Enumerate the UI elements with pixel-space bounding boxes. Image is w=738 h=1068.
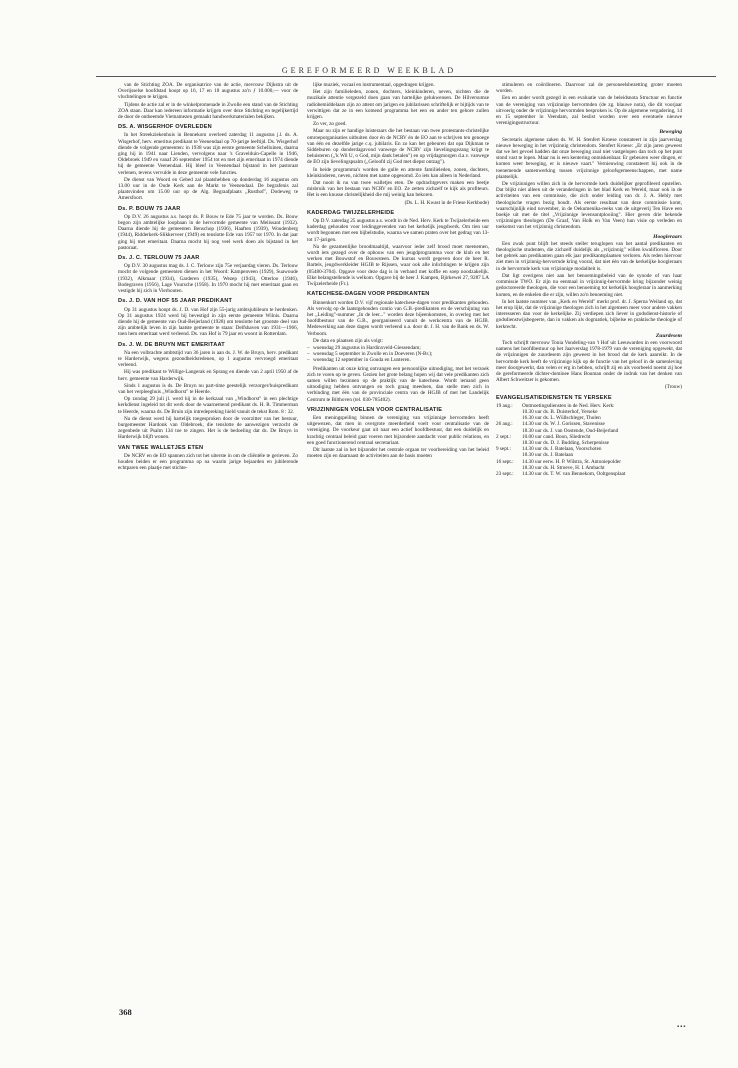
paragraph: De dienst van Woord en Gebed zal plaatshebben op donderdag 16 augustus om 13.00 uur in de Oude Kerk aan de Markt te Veenendaal. De begrafenis zal plaatsvinden om 15.00 uur op de Alg. Begraafplaats „Rusthof", Dodeweg te Amersfoort. — [118, 176, 298, 202]
schedule-date: 19 aug.: — [496, 402, 513, 409]
schedule-date: 26 aug.: — [496, 421, 513, 428]
paragraph: In beide programma's worden de gulle en attente familieleden, zonen, dochters, kleinkinderen, neven, nichten met name opgesomd. Zo iets kan alleen in Nederland. — [307, 166, 489, 179]
section-body-katechese — [307, 300, 489, 344]
paragraph: Dat ligt overigens niet aan het benoemingsbeleid van de synode of van haar commissie TWO. Er zijn nu eenmaal in vrijzinnig-hervormde kring bijzonder weinig gedoctoreerde theologen, die voor een benoeming tot kerkelijk hoogleraar in aanmerking komen, en de enkelen die er zijn, willen zo'n benoeming niet. — [496, 272, 682, 298]
subhead-beweging: Beweging — [659, 129, 682, 136]
schedule-text: 14.30 uur ds. W. J. Gorissen, Stavenisse — [522, 421, 605, 428]
paragraph: Op D.V. 30 augustus mag ds. J. C. Terlouw zijn 75e verjaardag vieren. Ds. Terlouw mocht de volgende gemeenten dienen in het Woord: Kampenveen (1929), Suawoude (1932), Alkmaar (1934), Garderen (1935), Wezep (1943), Otterloo (1946), Bodegraven (1956), Lage Vuursche (1958). In 1970 mocht hij met emeritaat gaan en vestigde hij zich in Vierhouten. — [118, 263, 298, 295]
section-title-van-hof: Ds. J. D. VAN HOF 55 JAAR PREDIKANT — [118, 298, 233, 305]
paragraph: Een meningspeiling binnen de vereniging van vrijzinnige hervormden heeft uitgewezen, dat men in overgrote meerderheid voelt voor centralisatie van de vereniging. De voorkeur gaat uit naar een actief hoofdbestuur, dat een duidelijk en krachtig centraal beleid gaat voeren met bijzondere aandacht voor public relations, en een goed functionerend centraal secretariaat. — [307, 414, 489, 446]
header-rule — [96, 76, 716, 77]
section-body-de-bruyn — [118, 350, 298, 441]
paragraph: van de Stichting ZOA. De organisatrice van de actie, mevrouw Dijkstra uit de Overijsselse hoofdstad hoopt op 16, 17 en 18 augustus zo'n ƒ 10.000,— voor de vluchtelingen te krijgen. — [118, 82, 298, 101]
list-item: – woensdag 29 augustus in Hardinxveld-Giessendam; — [307, 345, 489, 351]
section-title-wisgerhof: DS. A. WISGERHOF OVERLEDEN — [118, 124, 212, 131]
schedule-text: Ontmoetingsdiensten in de Ned. Herv. Kerk: — [522, 402, 615, 409]
paragraph: Sinds 1 augustus is ds. De Bruyn nu part-time geestelijk verzorger/huispredikant van het verpleeghuis „Windhorst" te Heerde. — [118, 382, 298, 395]
paragraph: Dat nooit ik nu van twee walletjes eten. De opdrachtgevers maken een beetje misbruik van het bestaan van NCRV en EO. Ze zetten zichzelf te kijk als profiteurs. Het is een knusse christelijkheid die mij weinig kan bekoren. — [307, 180, 489, 199]
paragraph: Na een volbrachte ambtstijd van 36 jaren is aan ds. J. W. de Bruyn, herv. predikant te Harderwijk, wegens gezondheidsredenen, op 1 augustus vervroegd emeritaat verleend. — [118, 349, 298, 369]
list-item: – woensdag 5 september in Zwolle en in Doeveren (N-Br.); — [307, 351, 489, 357]
schedule-date: 9 sept.: — [496, 446, 511, 453]
section-body-terlouw — [118, 263, 298, 294]
paragraph: Tijdens de actie zal er in de winkelpromenade in Zwolle een stand van de Stichting ZOA staan. Daar kan iedereen informatie krijgen over deze Stichting en tegelijkertijd de door de ontheemde Vietnamezen gemaakt handwerkmaterialen bekijken. — [118, 101, 298, 121]
walletjes-continued — [307, 82, 489, 199]
section-title-vrijzinnigen: VRIJZINNIGEN VOELEN VOOR CENTRALISATIE — [307, 406, 443, 413]
section-title-kaderdag: KADERDAG TWIJZELERHEIDE — [307, 209, 395, 216]
section-body-bouw — [118, 214, 298, 251]
page-number: 368 — [119, 1007, 132, 1017]
paragraph: Het zijn familieleden, zonen, dochters, kleinkinderen, neven, nichten die de muzikale attentie vergezeld doen gaan van hartelijke gelukwensen. De Hilversumse radiobemiddelaars zijn zo attent om jarigen en jubilarissen schriftelijk er bijtijds van te verwittigen dat ze in een komend programma het een en ander ten gehore zullen krijgen. — [307, 89, 489, 121]
paragraph: Secretaris algemene zaken ds. W. H. Stenfert Kroese constateert in zijn jaarverslag nieuwe beweging in het vrijzinnig christendom. Stenfert Kroese: „Er zijn jaren geweest dat we het gevoel hadden dat onze beweging zoal niet vastgelopen dan toch op het punt stond vast te lopen. Maar nu is een kentering onmiskenbaar. Er gebeuren weer dingen, er komen weer beweging, er is nieuwe vaart." Vernieuwing constateert hij ook in de toenemende samenwerking tussen vrijzinnige geloofsgemeenschappen, met name plaatselijk. — [496, 136, 682, 180]
section-body-kaderdag — [307, 218, 489, 287]
katechese-dates-list — [307, 345, 489, 364]
paragraph: In het Streekziekenhuis in Bennekom overleed zaterdag 11 augustus j.l. ds. A. Wisgerhof, herv. emeritus predikant te Veenendaal op 70-jarige leeftijd. Ds. Wisgerhof diende de volgende gemeenten: in 1938 was zijn eerste gemeente Schelluinen, daarna ging hij in 1941 naar Lienden, vervolgens naar 's Gravelduin-Capelle in 1946, Oldebroek 1949 en vanaf 26 september 1954 tot en met zijn emeritaat in 1974 diende hij de gemeente Veenendaal. Hij bleef in Veenendaal bijstand in het pastoraat verlenen, tevens vervulde in deze gemeente vele functies. — [118, 132, 298, 176]
zuurdesem-source: (Trouw) — [664, 384, 682, 391]
schedule-row — [496, 471, 682, 477]
evangelisatie-schedule — [496, 403, 682, 477]
column-right — [496, 82, 682, 962]
section-title-katechese: KATECHESE-DAGEN VOOR PREDIKANTEN — [307, 291, 430, 298]
paragraph: De NCRV en de EO spannen zich tot het uiterste in om de cliëntèle te gerieven. Zo houden beiden er een programma op na waarin jarige bejaarden en jubilerende echtparen een plaatje met stichte- — [118, 452, 298, 472]
scan-marks: ▪▪▪ — [677, 1024, 687, 1030]
schedule-text: 16.30 uur ds. L. Wüllschleger, Tholen — [522, 415, 601, 422]
schedule-text: 18.30 uur ds. D. J. Budding, Scherpenisse — [522, 439, 609, 446]
section-title-walletjes: VAN TWEE WALLETJES ETEN — [118, 444, 204, 451]
paragraph: Predikanten uit onze kring ontvangen een persoonlijke uitnodiging, met het verzoek zich te voren op te geven. Gezien het grote belang hopen wij dat vele predikanten zich samen willen bezinnen op de praktijk van de katechese. Wordt iemand geen uitnodiging hebben ontvangen en toch graag meedoen, dan stelle men zich in verbinding met één van de provinciale centra van de HGJB of met het Landelijk Centrum te Bilthoven (tel. 030-785402). — [307, 365, 489, 403]
column-middle — [307, 82, 489, 962]
section-body-walletjes — [118, 453, 298, 472]
running-title: GEREFORMEERD WEEKBLAD — [281, 66, 457, 75]
paragraph: Een en ander wordt gezegd in een evaluatie van de beleidsnota Structuur en functie van de vereniging van vrijzinnige hervormden (de zg. blauwe nota), die dit voorjaar uitvoerig onder de vrijzinnige hervormden besproken is. Op de algemene vergadering, 14 en 15 september in Veendam, zal beslist worden over een eventuele nieuwe verenigingsstructuur. — [496, 95, 682, 127]
section-body-wisgerhof — [118, 132, 298, 201]
schedule-text: 18.30 uur ds. J. van Oostende, Oud-Beijerland — [522, 427, 619, 434]
section-title-de-bruyn: Ds. J. W. DE BRUYN MET EMERITAAT — [118, 341, 225, 348]
section-body-van-hof — [118, 307, 298, 338]
paragraph: In het laatste nummer van „Kerk en Wereld" merkt prof. dr. J. Sperna Weiland op, dat het erop lijkt, dat de vrijzinnige theologen zich in het algemeen meer voor andere vakken interesseren dan voor de kerkelijke. Zij verdiepen zich liever in godsdienst-historie of godsdienstwijsbegeerte, dan in vakken als dogmatiek, bijbelse en praktische theologie of kerkrecht. — [496, 298, 682, 330]
paragraph: Een zwak punt blijft het steeds steller teruglopen van het aantal predikanten en theologische studenten, die zichzelf duidelijk als „vrijzinnig" willen kwalificeren. Door het gebrek aan predikanten gaan elk jaar predikantsplaatsen verloren. Als reden hiervoor ziet men in vrijzinnig-hervormde kring vooral, dat niet één van de kerkelijke hoogleraars in de hervormde kerk van vrijzinnige modaliteit is. — [496, 240, 682, 272]
paragraph: Dit laatste zal in het bijzonder het centrale orgaan ter voorbereiding van het beleid moeten zijn en daarnaast de activiteiten aan de basis moeten — [307, 446, 489, 460]
list-item: – woensdag 12 september in Gouda en Lunteren. — [307, 357, 489, 363]
section-title-bouw: Ds. P. BOUW 75 JAAR — [118, 205, 181, 212]
body-hoogleraars — [496, 241, 682, 330]
subhead-hoogleraars: Hoogleraars — [653, 233, 682, 240]
paragraph: Na de dienst werd hij hartelijk toegesproken door de voorzitter van het bestuur, burgemeester Hardonk van Oldebroek, die tenslotte de aanwezigen verzocht de zegenbede uit Psalm 134 toe te zingen. Het is de bedoeling dat ds. De Bruyn in Harderwijk blijft wonen. — [118, 415, 298, 441]
vrijzinnigen-continued — [496, 82, 682, 126]
paragraph: Hij was predikant te Willige-Langerak en Sprang en diende van 2 april 1950 af de herv. gemeente van Harderwijk. — [118, 369, 298, 382]
schedule-date: 16 sept.: — [496, 458, 514, 465]
paragraph: Na de gezamenlijke broodmaaltijd, waarvoor ieder zelf brood moet meenemen, wordt iets gezegd over de opbouw van een jeugdprogramma voor de klub en het werken met Bouwstof en Bouwsteen. De kursus wordt gegeven door de heer R. Bartels, jeugdwerkleider HGJB te Rijssen, waar ook alle inlichtingen te krijgen zijn (05480-3704). Opgave voor deze dag is in verband met koffie en soep noodzakelijk. Elke belangstellende is welkom. Opgave bij de heer J. Kampen, Bjirkewei 27, 9287 LA Twijzelerheide (Fr.). — [307, 243, 489, 288]
walletjes-source: (Ds. L. H. Kwast in de Friese Kerkbode) — [404, 199, 489, 206]
paragraph: Maar nu zijn er handige luisteraars die het bestaan van twee protestants-christelijke omroeporganisaties uitbuiten door én de NCRV én de EO aan te schrijven ten genoege van één en dezelfde jarige c.q. jubilaris. En zo kan het gebeuren dat opa Dijkman te Siddeburen op donderdagavond vanwege de NCRV zijn lievelingsgezang krijgt te beluisteren („'k Wil U, o God, mijn dank betalen") en op vrijdagmorgen d.a.v. vanwege de EO zijn lievelingspsalm („Geloofd zij God met diepst ontzag"). — [307, 128, 489, 166]
schedule-date: 23 sept.: — [496, 470, 514, 477]
paragraph: stimuleren en coördineren. Daarvoor zal de personeelsbezetting groter moeten worden. — [496, 82, 682, 95]
schedule-text: 18.30 uur ds. J. Batelaan — [522, 452, 574, 459]
paragraph: Op zondag 29 juli jl. werd hij in de kerkzaal van „Windhorst" in een plechtige kerkdienst ingeleid tot dit werk door de waarnemend predikant ds. H. R. Timmerman te Heerde, waarna ds. De Bruin zijn intredepreking hield vanuit de tekst Rom. 8 : 32. — [118, 396, 298, 415]
paragraph: Op D.V. 26 augustus a.s. hoopt ds. P. Bouw te Ede 75 jaar te worden. Ds. Bouw begon zijn ambtelijke loopbaan in de hervormde gemeente van Melissant (1932). Daarna diende hij de gemeenten Benschop (1936), Haaften (1939), Woudenberg (1944), Ridderkerk-Slikkerveer (1949) en tenslotte Ede van 1957 tot 1970. In dat jaar ging hij met emeritaat. Daarna mocht hij nog veel werk doen als bijstand in het pastoraat. — [118, 213, 298, 251]
schedule-text: 14.30 uur eerw. H. P. Wilstra, St. Antoniepolder — [522, 458, 621, 465]
schedule-text: 10.00 uur cand. Boon, Sliedrecht — [522, 433, 591, 440]
schedule-text: 14.30 uur ds. T. W. van Bennekom, Ooltgensplaat — [522, 470, 626, 477]
subhead-zuurdesem: Zuurdesem — [655, 332, 682, 339]
schedule-date: 2 sept.: — [496, 433, 511, 440]
paragraph: Toch schrijft mevrouw Tonia Vondeling-van 't Hof uit Leeuwarden in een voorwoord namens het hoofdbestuur op het Jaarverslag 1978-1979 van de vereniging opgewekt, dat de vrijzinnigen de zuurdesem zijn geweest in het brood dat de kerk aanreikt. In de hervormde kerk heeft de vrijzinnige kijk op de functie van het geloof in de samenleving meer doorgewerkt, dan velen er erg in hebben, schrijft zij en als voorbeeld noemt zij hoe de gereformeerde dichter-dominee Hans Bouman onder de indruk van het denken van Albert Schweitzer is gekomen. — [496, 339, 682, 384]
section-title-terlouw: Ds. J. C. TERLOUW 75 JAAR — [118, 255, 200, 262]
section-title-evangelisatie: EVANGELISATIEDIENSTEN TE YERSEKE — [496, 394, 612, 401]
intro-block — [118, 82, 298, 120]
paragraph: De vrijzinnigen willen zich in de hervormde kerk duidelijker geprofileerd opstellen. Dat blijkt niet alleen uit de veranderingen in het blad Kerk en Wereld, maar ook in de activiteiten van een commissie, die zich onder leiding van dr. J. A. Hebly met theologische vragen bezig houdt. Als eerste resultaat van deze commissie komt, waarschijnlijk eind november, in de Oekumenika-reeks van de uitgeverij Ten Have een boekje uit met de titel „Vrijzinnige levensontplooiing". Hier geven drie bekende vrijzinnigen theologen (De Graaf, Van Holk en Van Veen) hun visie op verleden en toekomst van het vrijzinnig christendom. — [496, 181, 682, 231]
schedule-text: 18.30 uur ds. H. Stroeve, H. I. Ambacht — [522, 464, 605, 471]
schedule-text: 10.30 uur ds. B. Duisterhof, Yerseke — [522, 408, 598, 415]
paragraph: Op 31 augustus hoopt ds. J. D. van Hof zijn 55-jarig ambtsjubileum te herdenken. Op 31 augustus 1924 werd hij bevestigd in zijn eerste gemeente Wilnis. Daarna diende hij de gemeente van Oud-Beijerland (1928) om tenslotte het grootste deel van zijn ambtelijk leven in zijn laatste gemeente te staan: Delfshaven van 1931—1966, toen hem emeritaat werd verleend. Ds. van Hof is 79 jaar en woont in Rotterdam. — [118, 306, 298, 338]
body-zuurdesem — [496, 340, 682, 383]
section-body-katechese-2 — [307, 366, 489, 403]
paragraph: lijke muziek, vocaal en instrumentaal, opgedragen krijgen. — [313, 82, 435, 88]
column-left — [118, 82, 298, 957]
paragraph: Op D.V. zaterdag 25 augustus a.s. wordt in de Ned. Herv. Kerk te Twijzelerheide een kaderdag gehouden voor leidinggevenden van het kerkelijk jeugdwerk. Om tien uur wordt begonnen met een bijbelstudie, waarna we samen praten over het gedrag van 13- tot 17-jarigen. — [307, 218, 489, 243]
paragraph: Zo ver, zo goed. — [313, 121, 347, 128]
schedule-text: 14.30 uur ds. J. Batelaan, Voorschoten — [522, 446, 602, 453]
section-body-vrijzinnigen — [307, 415, 489, 459]
paragraph: Binnenkort worden D.V. vijf regionale katechese-dagen voor predikanten gehouden. Als vervolg op de laatstgehouden contio van G.B.-predikanten en de verschijning van het „Leiding"-nummer „In de leer..." worden deze bijeenkomsten, in overleg met het hoofdbestuur van de G.B., georganiseerd vanuit de werkcentra van de HGJB. Medewerking aan deze dagen wordt verleend o.a. door dr. J. H. van de Bank en ds. W. Verboom. — [307, 299, 489, 337]
body-beweging — [496, 137, 682, 231]
paragraph: De data en plaatsen zijn als volgt: — [313, 337, 384, 344]
